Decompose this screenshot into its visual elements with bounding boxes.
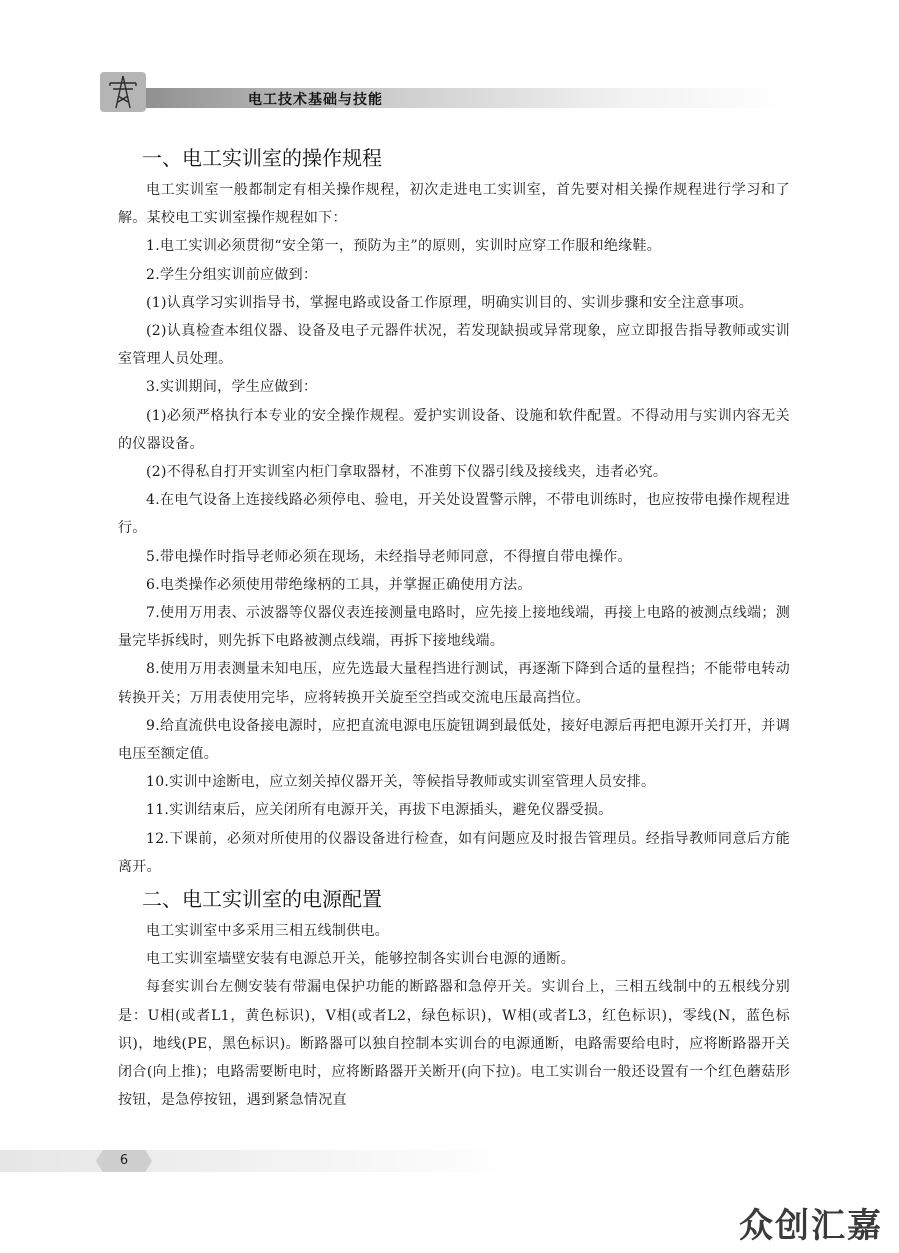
paragraph: 11.实训结束后，应关闭所有电源开关，再拔下电源插头，避免仪器受损。 xyxy=(146,802,613,819)
power-tower-icon xyxy=(100,72,146,112)
header-bar xyxy=(130,88,790,108)
paragraph: (1)认真学习实训指导书，掌握电路或设备工作原理，明确实训目的、实训步骤和安全注意事项。 xyxy=(146,294,754,311)
running-header xyxy=(100,72,800,112)
paragraph: 10.实训中途断电，应立刻关掉仪器开关，等候指导教师或实训室管理人员安排。 xyxy=(146,774,656,791)
paragraph: 电工实训室中多采用三相五线制供电。 xyxy=(146,923,390,940)
paragraph: (2)认真检查本组仪器、设备及电子元器件状况，若发现缺损或异常现象，应立即报告指导教师或实训室管理人员处理。 xyxy=(118,323,790,368)
paragraph: 1.电工实训必须贯彻“安全第一，预防为主”的原则，实训时应穿工作服和绝缘鞋。 xyxy=(146,238,662,255)
page-number: 6 xyxy=(119,1153,129,1168)
section-heading-2: 二、电工实训室的电源配置 xyxy=(142,887,382,912)
watermark-logo: 众创汇嘉 xyxy=(739,1206,883,1246)
footer-bar xyxy=(0,1150,520,1172)
paragraph: 3.实训期间，学生应做到： xyxy=(146,379,318,396)
paragraph: 7.使用万用表、示波器等仪器仪表连接测量电路时，应先接上接地线端，再接上电路的被测点线端；测量完毕拆线时，则先拆下电路被测点线端，再拆下接地线端。 xyxy=(118,605,790,650)
paragraph: 9.给直流供电设备接电源时，应把直流电源电压旋钮调到最低处，接好电源后再把电源开关打开，并调电压至额定值。 xyxy=(118,717,790,763)
header-title: 电工技术基础与技能 xyxy=(248,92,383,108)
paragraph: (1)必须严格执行本专业的安全操作规程。爱护实训设备、设施和软件配置。不得动用与实训内容无关的仪器设备。 xyxy=(118,407,790,452)
paragraph: 电工实训室一般都制定有相关操作规程，初次走进电工实训室，首先要对相关操作规程进行学习和了解。某校电工实训室操作规程如下： xyxy=(118,182,790,227)
paragraph: 8.使用万用表测量未知电压，应先选最大量程挡进行测试，再逐渐下降到合适的量程挡；不能带电转动转换开关；万用表使用完毕，应将转换开关旋至空挡或交流电压最高挡位。 xyxy=(118,661,790,706)
paragraph: 6.电类操作必须使用带绝缘柄的工具，并掌握正确使用方法。 xyxy=(146,576,532,593)
paragraph: 4.在电气设备上连接线路必须停电、验电，开关处设置警示牌，不带电训练时，也应按带电操作规程进行。 xyxy=(118,492,790,537)
paragraph: 2.学生分组实训前应做到： xyxy=(146,266,318,283)
paragraph: (2)不得私自打开实训室内柜门拿取器材，不准剪下仪器引线及接线夹，违者必究。 xyxy=(146,464,668,481)
paragraph: 12.下课前，必须对所使用的仪器设备进行检查，如有问题应及时报告管理员。经指导教师同意后方能离开。 xyxy=(118,830,790,875)
paragraph: 电工实训室墙壁安装有电源总开关，能够控制各实训台电源的通断。 xyxy=(146,951,575,968)
section-heading-1: 一、电工实训室的操作规程 xyxy=(142,146,382,170)
paragraph: 5.带电操作时指导老师必须在现场，未经指导老师同意，不得擅自带电操作。 xyxy=(146,548,632,565)
paragraph: 每套实训台左侧安装有带漏电保护功能的断路器和急停开关。实训台上，三相五线制中的五根线分别是：U相(或者L1，黄色标识)，V相(或者L2，绿色标识)，W相(或者L3，红色标识)，零线(N，蓝色标识)，地线(PE，黑色标识)。断路器可以独自控制本实训台的电源通断，电路需要给电时，应将断路器开关闭合(向上推)；电路需要断电时，应将断路器开关断开(向下拉)。电工实训台一般还设置有一个红色蘑菇形按钮，是急停按钮，遇到紧急情况直 xyxy=(118,979,790,1109)
page-content xyxy=(118,140,790,1115)
